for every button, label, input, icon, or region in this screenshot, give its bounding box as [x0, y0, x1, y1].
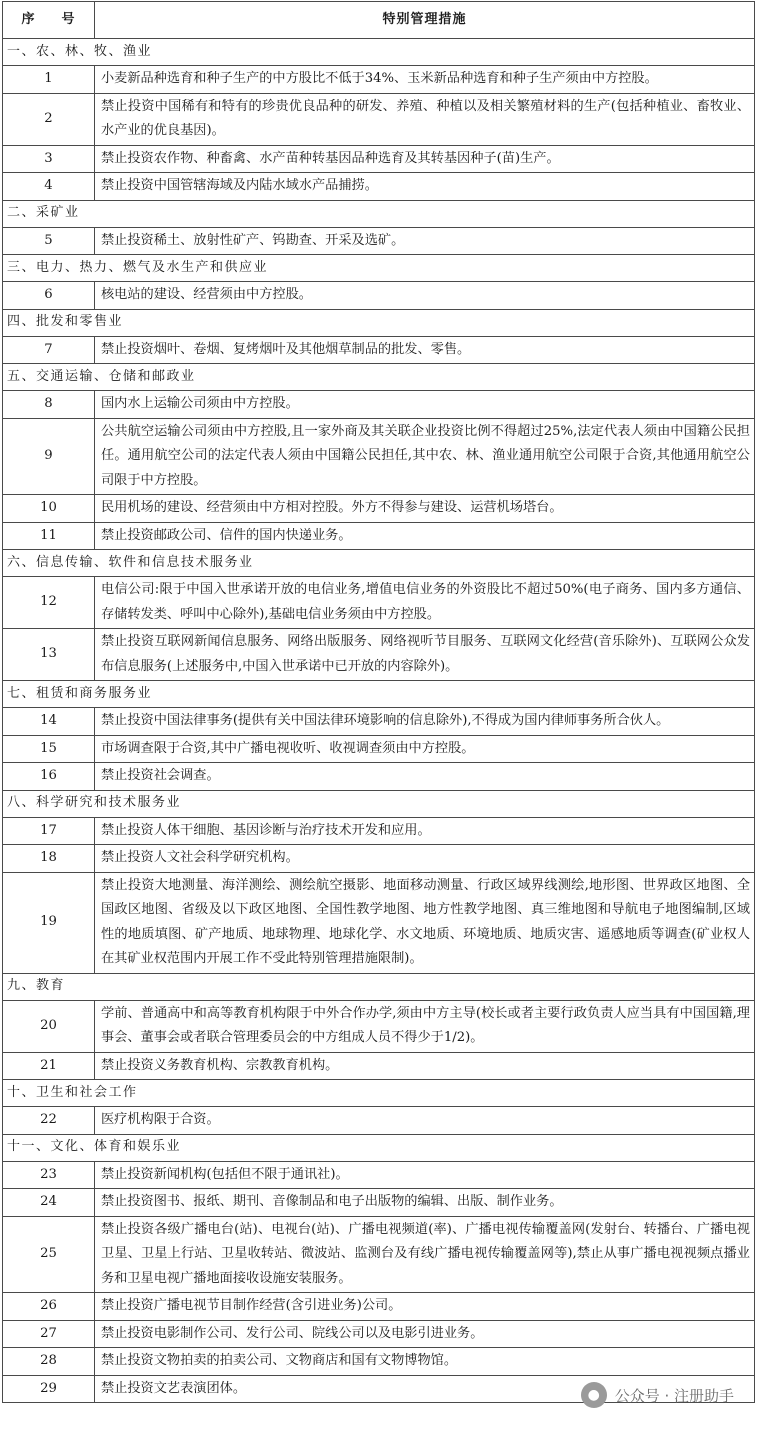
- row-number: 18: [3, 845, 95, 873]
- section-row: [3, 309, 755, 336]
- row-measure: 禁止投资图书、报纸、期刊、音像制品和电子出版物的编辑、出版、制作业务。: [95, 1189, 755, 1217]
- row-number: 10: [3, 495, 95, 523]
- row-number: 14: [3, 708, 95, 736]
- table-row: [3, 1348, 755, 1376]
- row-number: 2: [3, 93, 95, 145]
- row-measure: 禁止投资中国管辖海域及内陆水域水产品捕捞。: [95, 173, 755, 201]
- row-measure: 禁止投资互联网新闻信息服务、网络出版服务、网络视听节目服务、互联网文化经营(音乐除外)、互联网公众发布信息服务(上述服务中,中国入世承诺中已开放的内容除外)。: [95, 629, 755, 681]
- row-number: 7: [3, 336, 95, 364]
- row-measure: 禁止投资电影制作公司、发行公司、院线公司以及电影引进业务。: [95, 1320, 755, 1348]
- table-row: [3, 763, 755, 791]
- section-row: [3, 681, 755, 708]
- row-number: 24: [3, 1189, 95, 1217]
- row-number: 27: [3, 1320, 95, 1348]
- row-number: 15: [3, 735, 95, 763]
- row-number: 16: [3, 763, 95, 791]
- row-measure: 国内水上运输公司须由中方控股。: [95, 391, 755, 419]
- row-measure: 公共航空运输公司须由中方控股,且一家外商及其关联企业投资比例不得超过25%,法定代表人须由中国籍公民担任。通用航空公司的法定代表人须由中国籍公民担任,其中农、林、渔业通用航空公司限于合资,其他通用航空公司限于中方控股。: [95, 418, 755, 495]
- section-title: 八、科学研究和技术服务业: [3, 790, 755, 817]
- row-measure: 禁止投资中国法律事务(提供有关中国法律环境影响的信息除外),不得成为国内律师事务所合伙人。: [95, 708, 755, 736]
- table-row: [3, 1161, 755, 1189]
- section-title: 一、农、林、牧、渔业: [3, 39, 755, 66]
- row-measure: 市场调查限于合资,其中广播电视收听、收视调查须由中方控股。: [95, 735, 755, 763]
- section-title: 五、交通运输、仓储和邮政业: [3, 364, 755, 391]
- row-measure: 禁止投资新闻机构(包括但不限于通讯社)。: [95, 1161, 755, 1189]
- row-measure: 禁止投资义务教育机构、宗教教育机构。: [95, 1052, 755, 1080]
- row-measure: 禁止投资人文社会科学研究机构。: [95, 845, 755, 873]
- table-row: [3, 173, 755, 201]
- row-measure: 医疗机构限于合资。: [95, 1107, 755, 1135]
- section-title: 二、采矿业: [3, 200, 755, 227]
- row-number: 9: [3, 418, 95, 495]
- row-number: 28: [3, 1348, 95, 1376]
- row-number: 5: [3, 227, 95, 255]
- row-measure: 禁止投资人体干细胞、基因诊断与治疗技术开发和应用。: [95, 817, 755, 845]
- row-measure: 禁止投资中国稀有和特有的珍贵优良品种的研发、养殖、种植以及相关繁殖材料的生产(包括种植业、畜牧业、水产业的优良基因)。: [95, 93, 755, 145]
- header-number: 序 号: [3, 2, 95, 39]
- section-title: 九、教育: [3, 973, 755, 1000]
- row-number: 21: [3, 1052, 95, 1080]
- table-row: [3, 708, 755, 736]
- row-number: 23: [3, 1161, 95, 1189]
- table-row: [3, 629, 755, 681]
- table-row: [3, 1052, 755, 1080]
- measures-table: [2, 1, 755, 1403]
- row-measure: 禁止投资文艺表演团体。: [95, 1375, 755, 1403]
- row-number: 1: [3, 66, 95, 94]
- section-row: [3, 1134, 755, 1161]
- row-measure: 禁止投资文物拍卖的拍卖公司、文物商店和国有文物博物馆。: [95, 1348, 755, 1376]
- table-row: [3, 1320, 755, 1348]
- row-number: 22: [3, 1107, 95, 1135]
- row-number: 6: [3, 282, 95, 310]
- row-number: 29: [3, 1375, 95, 1403]
- watermark-text: 公众号 · 注册助手: [614, 1386, 734, 1405]
- header-measure: 特别管理措施: [95, 2, 755, 39]
- row-number: 3: [3, 145, 95, 173]
- table-header: [3, 2, 755, 39]
- table-row: [3, 418, 755, 495]
- row-number: 8: [3, 391, 95, 419]
- table-row: [3, 227, 755, 255]
- table-row: [3, 336, 755, 364]
- section-row: [3, 39, 755, 66]
- table-row: [3, 1000, 755, 1052]
- section-title: 四、批发和零售业: [3, 309, 755, 336]
- section-title: 六、信息传输、软件和信息技术服务业: [3, 550, 755, 577]
- row-measure: 禁止投资各级广播电台(站)、电视台(站)、广播电视频道(率)、广播电视传输覆盖网(发射台、转播台、广播电视卫星、卫星上行站、卫星收转站、微波站、监测台及有线广播电视传输覆盖网等),禁止从事广播电视视频点播业务和卫星电视广播地面接收设施安装服务。: [95, 1216, 755, 1293]
- row-measure: 禁止投资农作物、种畜禽、水产苗种转基因品种选育及其转基因种子(苗)生产。: [95, 145, 755, 173]
- row-measure: 禁止投资社会调查。: [95, 763, 755, 791]
- row-measure: 学前、普通高中和高等教育机构限于中外合作办学,须由中方主导(校长或者主要行政负责人应当具有中国国籍,理事会、董事会或者联合管理委员会的中方组成人员不得少于1/2)。: [95, 1000, 755, 1052]
- row-number: 4: [3, 173, 95, 201]
- table-row: [3, 1107, 755, 1135]
- row-measure: 小麦新品种选育和种子生产的中方股比不低于34%、玉米新品种选育和种子生产须由中方控股。: [95, 66, 755, 94]
- section-row: [3, 790, 755, 817]
- table-row: [3, 735, 755, 763]
- row-measure: 禁止投资烟叶、卷烟、复烤烟叶及其他烟草制品的批发、零售。: [95, 336, 755, 364]
- table-row: [3, 66, 755, 94]
- section-row: [3, 1080, 755, 1107]
- row-number: 12: [3, 577, 95, 629]
- table-row: [3, 845, 755, 873]
- row-number: 13: [3, 629, 95, 681]
- table-row: [3, 282, 755, 310]
- table-row: [3, 1189, 755, 1217]
- table-row: [3, 577, 755, 629]
- table-row: [3, 391, 755, 419]
- section-row: [3, 973, 755, 1000]
- section-title: 七、租赁和商务服务业: [3, 681, 755, 708]
- section-title: 十一、文化、体育和娱乐业: [3, 1134, 755, 1161]
- row-measure: 禁止投资广播电视节目制作经营(含引进业务)公司。: [95, 1293, 755, 1321]
- row-number: 19: [3, 872, 95, 973]
- table-row: [3, 93, 755, 145]
- section-row: [3, 200, 755, 227]
- table-row: [3, 1216, 755, 1293]
- row-number: 17: [3, 817, 95, 845]
- row-measure: 禁止投资稀土、放射性矿产、钨勘查、开采及选矿。: [95, 227, 755, 255]
- table-row: [3, 872, 755, 973]
- section-title: 十、卫生和社会工作: [3, 1080, 755, 1107]
- section-row: [3, 255, 755, 282]
- section-title: 三、电力、热力、燃气及水生产和供应业: [3, 255, 755, 282]
- table-row: [3, 817, 755, 845]
- section-row: [3, 550, 755, 577]
- table-row: [3, 145, 755, 173]
- row-measure: 核电站的建设、经营须由中方控股。: [95, 282, 755, 310]
- row-number: 25: [3, 1216, 95, 1293]
- watermark: [581, 1382, 734, 1408]
- wechat-icon: ●: [581, 1382, 607, 1408]
- row-number: 20: [3, 1000, 95, 1052]
- row-measure: 民用机场的建设、经营须由中方相对控股。外方不得参与建设、运营机场塔台。: [95, 495, 755, 523]
- row-number: 26: [3, 1293, 95, 1321]
- table-row: [3, 522, 755, 550]
- table-row: [3, 495, 755, 523]
- table-row: [3, 1293, 755, 1321]
- section-row: [3, 364, 755, 391]
- row-measure: 电信公司:限于中国入世承诺开放的电信业务,增值电信业务的外资股比不超过50%(电子商务、国内多方通信、存储转发类、呼叫中心除外),基础电信业务须由中方控股。: [95, 577, 755, 629]
- row-measure: 禁止投资大地测量、海洋测绘、测绘航空摄影、地面移动测量、行政区域界线测绘,地形图、世界政区地图、全国政区地图、省级及以下政区地图、全国性教学地图、地方性教学地图、真三维地图和导航电子地图编制,区域性的地质填图、矿产地质、地球物理、地球化学、水文地质、环境地质、地质灾害、遥感地质等调查(矿业权人在其矿业权范围内开展工作不受此特别管理措施限制)。: [95, 872, 755, 973]
- row-number: 11: [3, 522, 95, 550]
- row-measure: 禁止投资邮政公司、信件的国内快递业务。: [95, 522, 755, 550]
